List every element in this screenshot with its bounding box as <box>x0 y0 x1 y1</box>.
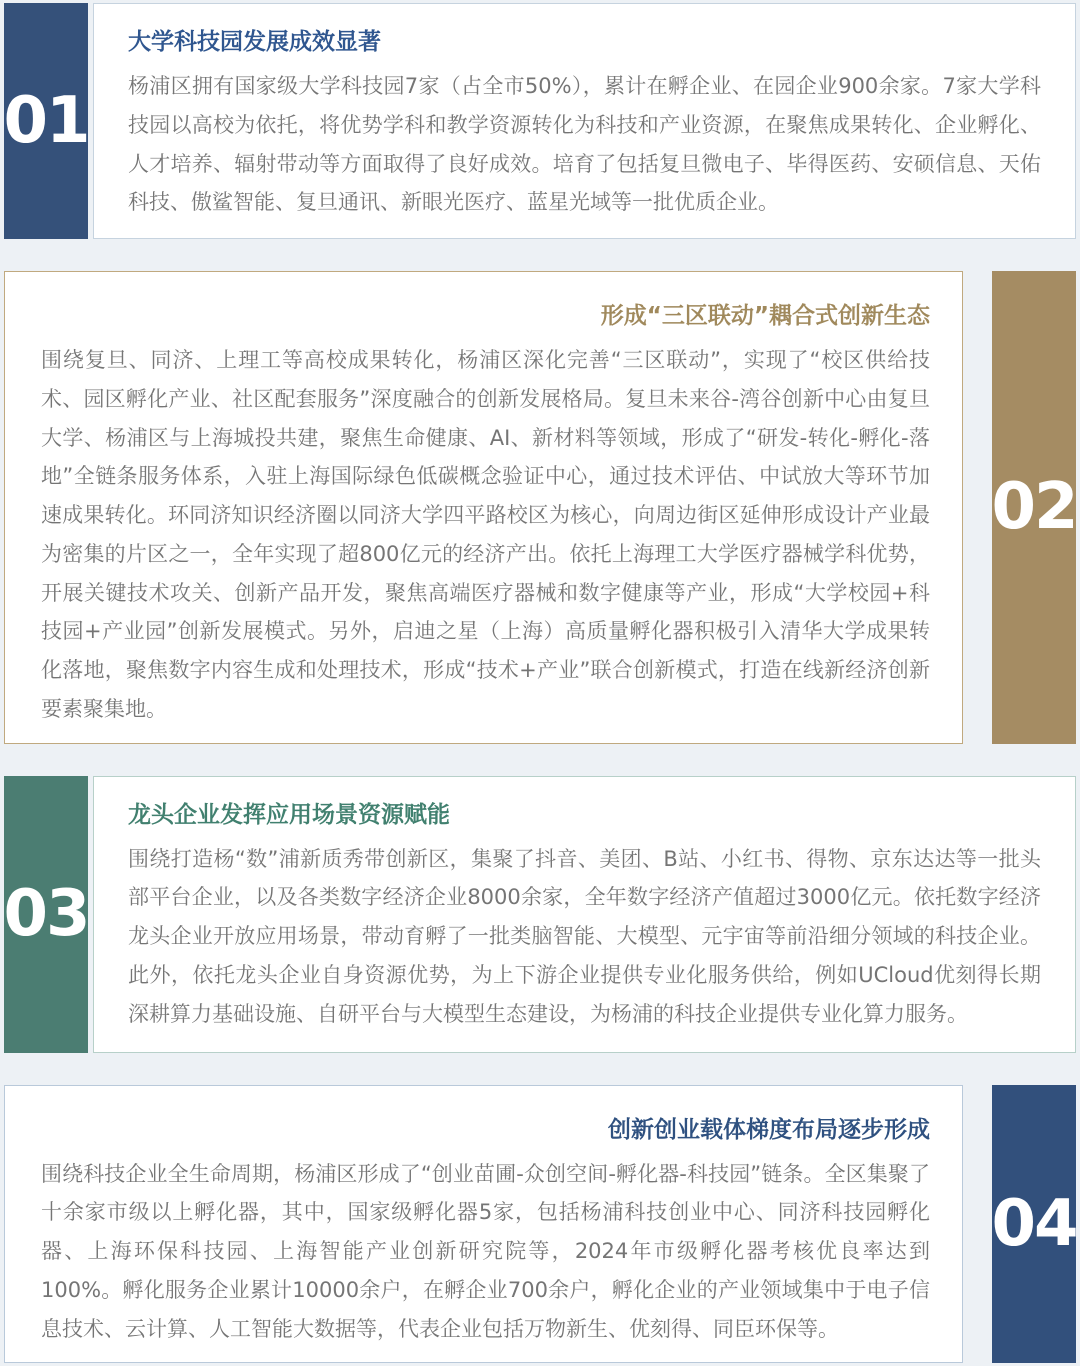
section-03-body: 围绕打造杨“数”浦新质秀带创新区，集聚了抖音、美团、B站、小红书、得物、京东达达等一批头部平台企业，以及各类数字经济企业8000余家，全年数字经济产值超过3000亿元。依托数字经济龙头企业开放应用场景，带动育孵了一批类脑智能、大模型、元宇宙等前沿细分领域的科技企业。此外，依托龙头企业自身资源优势，为上下游企业提供专业化服务供给，例如UCloud优刻得长期深耕算力基础设施、自研平台与大模型生态建设，为杨浦的科技企业提供专业化算力服务。 <box>128 846 1041 1026</box>
section-01-card <box>93 3 1076 239</box>
section-02-title: 形成“三区联动”耦合式创新生态 <box>600 303 930 329</box>
section-01-number-badge <box>4 3 88 239</box>
section-01-body: 杨浦区拥有国家级大学科技园7家（占全市50%），累计在孵企业、在园企业900余家。7家大学科技园以高校为依托，将优势学科和教学资源转化为科技和产业资源，在聚焦成果转化、企业孵化、人才培养、辐射带动等方面取得了良好成效。培育了包括复旦微电子、毕得医药、安硕信息、天佑科技、傲鲨智能、复旦通讯、新眼光医疗、蓝星光域等一批优质企业。 <box>128 74 1041 215</box>
section-04-card <box>4 1085 963 1364</box>
section-04-body: 围绕科技企业全生命周期，杨浦区形成了“创业苗圃-众创空间-孵化器-科技园”链条。全区集聚了十余家市级以上孵化器，其中，国家级孵化器5家，包括杨浦科技创业中心、同济科技园孵化器、上海环保科技园、上海智能产业创新研究院等，2024年市级孵化器考核优良率达到100%。孵化服务企业累计10000余户，在孵企业700余户，孵化企业的产业领域集中于电子信息技术、云计算、人工智能大数据等，代表企业包括万物新生、优刻得、同臣环保等。 <box>41 1161 930 1341</box>
section-01 <box>4 3 1076 239</box>
section-03-title: 龙头企业发挥应用场景资源赋能 <box>128 801 450 828</box>
section-01-title: 大学科技园发展成效显著 <box>128 29 381 55</box>
section-03 <box>4 776 1076 1053</box>
section-03-card <box>93 776 1076 1053</box>
section-02-body: 围绕复旦、同济、上理工等高校成果转化，杨浦区深化完善“三区联动”，实现了“校区供给技术、园区孵化产业、社区配套服务”深度融合的创新发展格局。复旦未来谷-湾谷创新中心由复旦大学、杨浦区与上海城投共建，聚焦生命健康、AI、新材料等领域，形成了“研发-转化-孵化-落地”全链条服务体系，入驻上海国际绿色低碳概念验证中心，通过技术评估、中试放大等环节加速成果转化。环同济知识经济圈以同济大学四平路校区为核心，向周边街区延伸形成设计产业最为密集的片区之一，全年实现了超800亿元的经济产出。依托上海理工大学医疗器械学科优势，开展关键技术攻关、创新产品开发，聚焦高端医疗器械和数字健康等产业，形成“大学校园+科技园+产业园”创新发展模式。另外，启迪之星（上海）高质量孵化器积极引入清华大学成果转化落地，聚焦数字内容生成和处理技术，形成“技术+产业”联合创新模式，打造在线新经济创新要素聚集地。 <box>41 348 930 721</box>
section-02-card <box>4 271 963 744</box>
section-02-number: 02 <box>991 470 1077 545</box>
section-02 <box>4 271 1076 744</box>
section-04-number-badge <box>992 1085 1076 1364</box>
section-04 <box>4 1085 1076 1364</box>
section-01-number: 01 <box>3 84 89 158</box>
section-03-number: 03 <box>3 877 89 951</box>
section-04-title: 创新创业载体梯度布局逐步形成 <box>608 1116 930 1143</box>
section-04-number: 04 <box>991 1186 1077 1261</box>
section-03-number-badge <box>4 776 88 1053</box>
section-02-number-badge <box>992 271 1076 744</box>
